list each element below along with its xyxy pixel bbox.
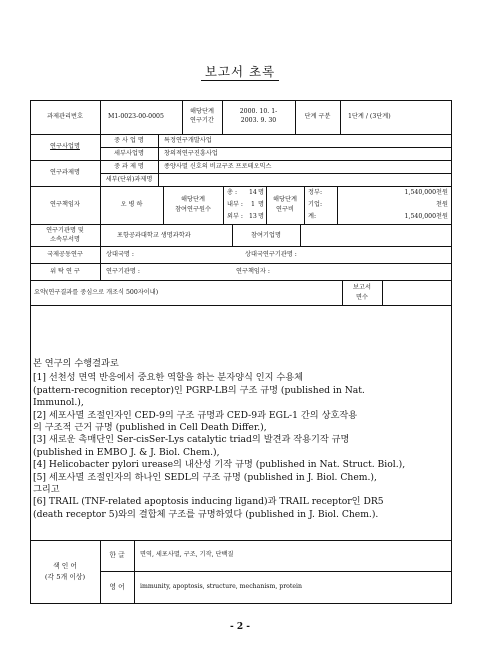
- outside-value: 13: [249, 213, 257, 220]
- intl-country-label: 상대국명 :: [106, 251, 134, 258]
- summary-line: [3] 새로운 촉매단인 Ser-cisSer-Lys catalytic triad의 발견과 작용기작 규명: [33, 434, 350, 446]
- gov-fund-label: 정부:: [308, 189, 323, 196]
- summary-line: (pattern-recognition receptor)인 PGRP-LB의 구조 규명 (published in Nat.: [33, 384, 365, 396]
- summary-line: 그리고: [33, 484, 60, 496]
- total-value: 14: [249, 189, 257, 196]
- keywords-en-label: 영 어: [109, 583, 125, 591]
- summary-line: (death receptor 5)와의 결합체 구조를 규명하였다 (published in J. Biol. Chem.).: [33, 508, 379, 520]
- row-divider: [30, 280, 452, 281]
- partner-label: 참여기업명: [251, 232, 281, 239]
- business-label: 연구사업명: [50, 143, 80, 150]
- col-divider: [223, 186, 224, 224]
- summary-line: (published in EMBO J. & J. Biol. Chem.),: [33, 446, 220, 458]
- period-end: 2003. 9. 30: [240, 117, 277, 124]
- summary-label: 요약(연구결과를 중심으로 개조식 500자이내): [34, 289, 159, 296]
- row-divider: [30, 263, 452, 264]
- fund-label: 연구비: [276, 206, 294, 213]
- project-detail-label: 세부(단위)과제명: [105, 176, 153, 183]
- col-divider: [266, 186, 267, 224]
- period-label: 해당단계: [190, 108, 214, 115]
- col-divider: [134, 540, 135, 604]
- mgmt-no-label: 과제관리번호: [47, 113, 83, 120]
- pi-name: 오 병 하: [120, 201, 143, 208]
- pi-label: 연구책임자: [50, 201, 80, 208]
- summary-line: [2] 세포사멸 조절인자인 CED-9의 구조 규명과 CED-9과 EGL-1 간의 상호작용: [33, 409, 358, 421]
- commission-label: 위 탁 연 구: [50, 268, 80, 275]
- col-divider: [340, 100, 341, 134]
- row-divider: [30, 160, 452, 161]
- keywords-label: (각 5개 이상): [44, 573, 86, 581]
- col-divider: [100, 100, 101, 280]
- member-count-label: 참여연구원수: [175, 206, 211, 213]
- col-divider: [300, 224, 301, 246]
- summary-line: [4] Helicobacter pylori urease의 내산성 기작 규명 (published in Nat. Struct. Biol.),: [33, 459, 406, 471]
- row-divider: [100, 147, 452, 148]
- col-divider: [337, 186, 338, 224]
- mgmt-no-value: M1-0023-00-0005: [108, 113, 164, 120]
- institution-value: 포항공과대학교 생명과학과: [117, 232, 191, 239]
- period-label: 연구기간: [190, 117, 214, 124]
- summary-intro: 본 연구의 수행결과로: [33, 358, 119, 369]
- row-divider: [30, 186, 452, 187]
- intl-label: 국제공동연구: [47, 251, 83, 258]
- row-divider: [100, 571, 452, 572]
- keywords-ko-label: 한 글: [109, 551, 125, 559]
- institution-label: 연구기관명 및: [46, 227, 84, 234]
- keywords-ko-value: 면역, 세포사멸, 구조, 기작, 단백질: [140, 551, 234, 558]
- col-divider: [304, 186, 305, 224]
- col-divider: [382, 280, 383, 305]
- row-divider: [30, 540, 452, 541]
- row-divider: [30, 134, 452, 135]
- summary-line: Immunol.),: [33, 397, 84, 409]
- commission-pi-label: 연구책임자 :: [236, 268, 270, 275]
- row-divider: [30, 224, 452, 225]
- business-mid-value: 특정연구개발사업: [164, 137, 212, 144]
- stage-value: 1단계 / (3단계): [348, 113, 391, 120]
- commission-inst-label: 연구기관명 :: [106, 268, 140, 275]
- keywords-en-value: immunity, apoptosis, structure, mechanism, protein: [140, 583, 303, 590]
- inside-unit: 명: [258, 201, 264, 208]
- keywords-label: 색 인 어: [52, 562, 78, 570]
- inside-value: 1: [251, 201, 255, 208]
- col-divider: [100, 540, 101, 604]
- project-mid-value: 종양사멸 신호의 비교구조 프로테오믹스: [164, 163, 272, 170]
- pages-label: 면수: [356, 294, 368, 301]
- project-label: 연구과제명: [50, 169, 80, 176]
- stage-label: 단계 구분: [304, 113, 331, 120]
- inside-label: 내부 :: [227, 201, 244, 208]
- business-detail-label: 세부사업명: [114, 150, 144, 157]
- institution-label: 소속부서명: [50, 236, 80, 243]
- pages-label: 보고서: [353, 284, 371, 291]
- business-mid-label: 중 사 업 명: [114, 137, 144, 144]
- company-fund-value: 천원: [436, 201, 448, 208]
- total-label: 총 :: [227, 189, 238, 196]
- summary-line: [1] 선천성 면역 반응에서 중요한 역할을 하는 분자양식 인지 수용체: [33, 372, 304, 384]
- row-divider: [30, 246, 452, 247]
- member-count-label: 해당단계: [181, 196, 205, 203]
- summary-line: [6] TRAIL (TNF-related apoptosis inducing ligand)과 TRAIL receptor인 DR5: [33, 496, 384, 508]
- gov-fund-value: 1,540,000천원: [404, 189, 448, 196]
- col-divider: [158, 134, 159, 186]
- sum-fund-value: 1,540,000천원: [404, 213, 448, 220]
- summary-body: [33, 358, 425, 521]
- summary-line: 의 구조적 근거 규명 (published in Cell Death Differ.),: [33, 422, 267, 434]
- page-number: - 2 -: [230, 622, 250, 632]
- outside-label: 외부 :: [227, 213, 244, 220]
- business-detail-value: 창의적연구진흥사업: [164, 150, 218, 157]
- project-mid-label: 중 과 제 명: [114, 163, 144, 170]
- row-divider: [100, 173, 452, 174]
- summary-line: [5] 세포사멸 조절인자의 하나인 SEDL의 구조 규명 (published in J. Biol. Chem.),: [33, 471, 377, 483]
- fund-label: 해당단계: [273, 196, 297, 203]
- row-divider: [30, 305, 452, 306]
- period-start: 2000. 10. 1-: [239, 108, 278, 115]
- sum-fund-label: 계:: [308, 213, 317, 220]
- page-title: 보고서 초록: [0, 62, 480, 80]
- intl-inst-label: 상대국연구기관명 :: [245, 251, 297, 258]
- col-divider: [163, 186, 164, 224]
- total-unit: 명: [258, 189, 264, 196]
- outside-unit: 명: [258, 213, 264, 220]
- company-fund-label: 기업:: [308, 201, 323, 208]
